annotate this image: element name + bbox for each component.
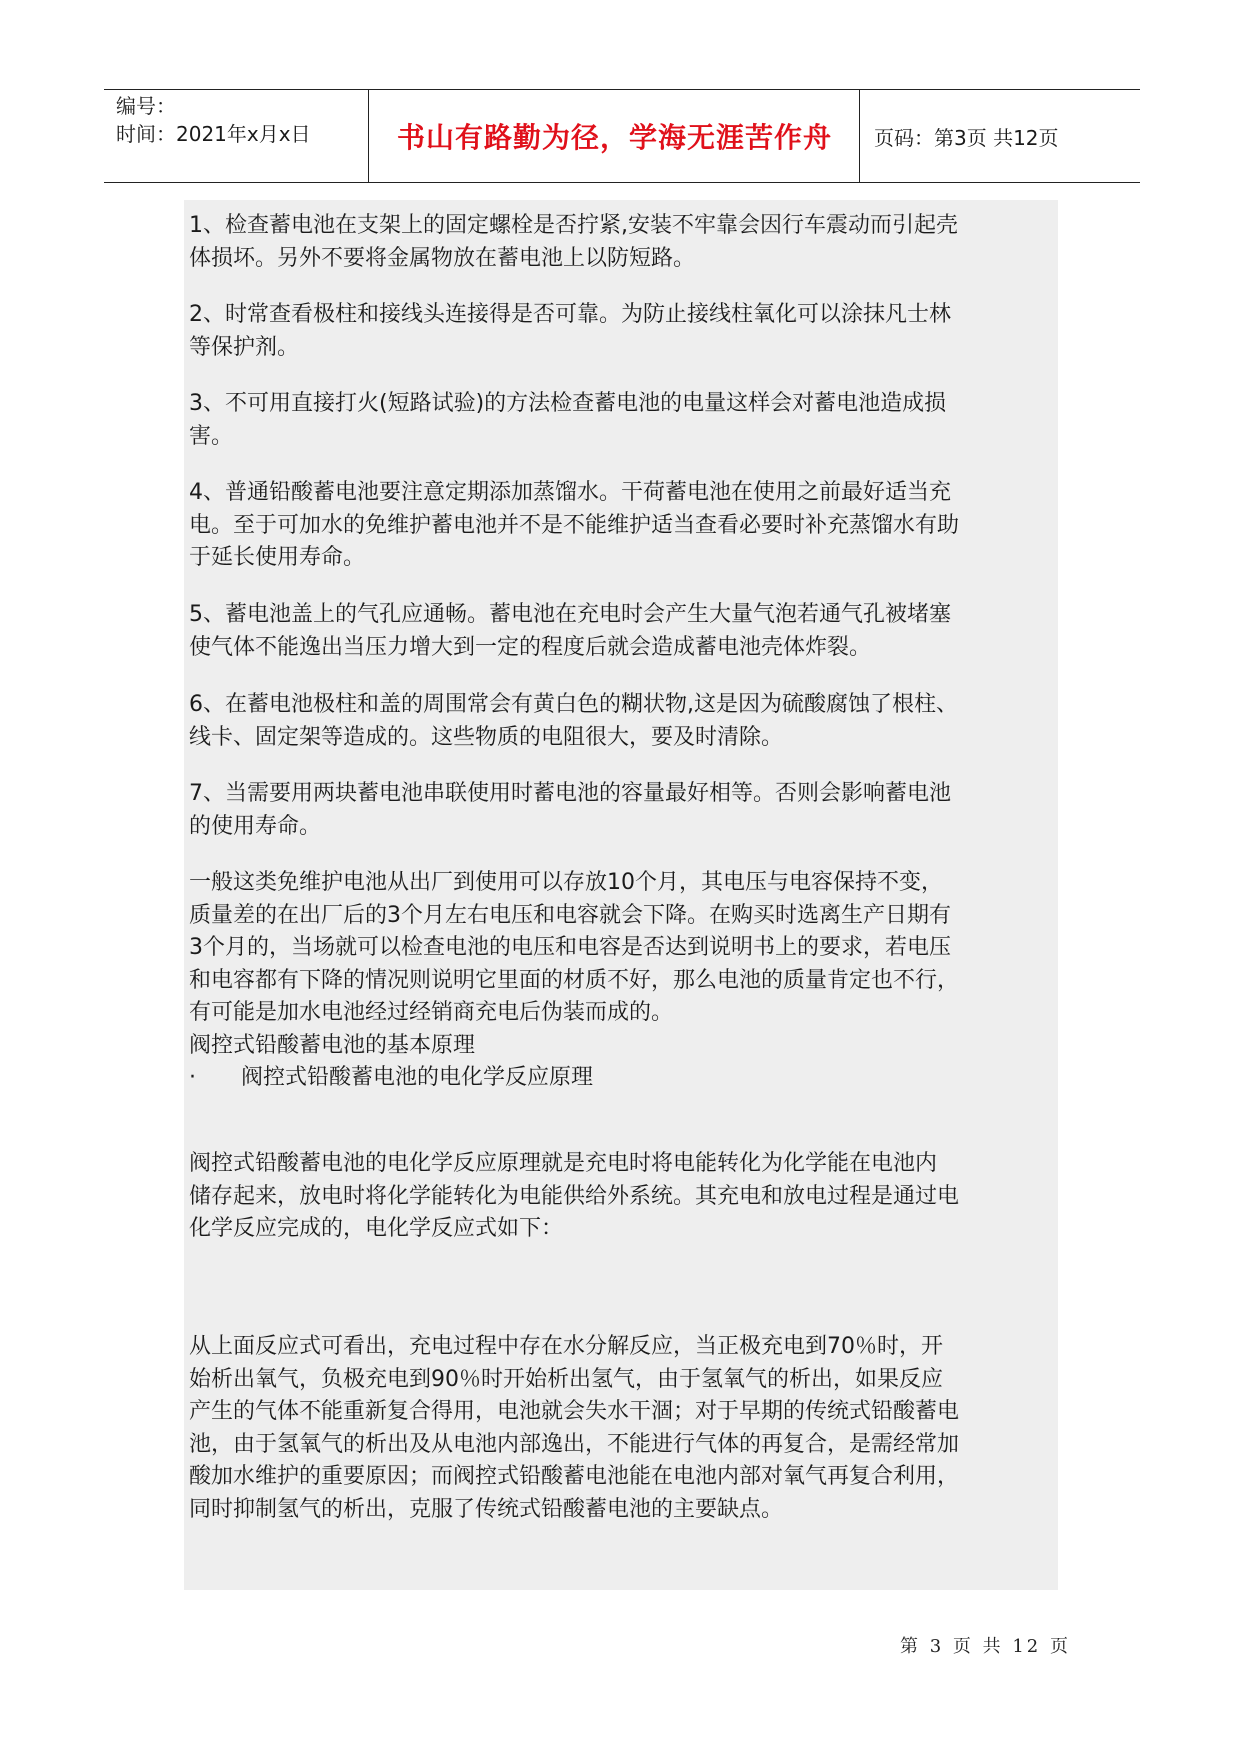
paragraph-2 <box>189 299 1069 364</box>
text-line: 于延长使用寿命。 <box>189 545 366 570</box>
text-line: 始析出氧气，负极充电到90％时开始析出氢气，由于氢氧气的析出，如果反应 <box>189 1366 943 1392</box>
text-line: 3个月的，当场就可以检查电池的电压和电容是否达到说明书上的要求，若电压 <box>189 935 951 960</box>
text-line: 3、不可用直接打火(短路试验)的方法检查蓄电池的电量这样会对蓄电池造成损 <box>189 391 947 416</box>
bullet-item <box>189 1062 1069 1095</box>
text-line: 池，由于氢氧气的析出及从电池内部逸出，不能进行气体的再复合，是需经常加 <box>189 1431 960 1457</box>
bullet-text: 阀控式铅酸蓄电池的电化学反应原理 <box>241 1065 594 1090</box>
text-line: 4、普通铅酸蓄电池要注意定期添加蒸馏水。干荷蓄电池在使用之前最好适当充 <box>189 480 951 505</box>
text-line: 线卡、固定架等造成的。这些物质的电阻很大，要及时清除。 <box>189 724 784 750</box>
text-line: 一般这类免维护电池从出厂到使用可以存放10个月，其电压与电容保持不变， <box>189 870 943 895</box>
text-line: 同时抑制氢气的析出，克服了传统式铅酸蓄电池的主要缺点。 <box>189 1496 784 1522</box>
header-meta <box>116 92 311 148</box>
header-divider <box>859 90 860 182</box>
paragraph-3 <box>189 388 1069 453</box>
text-line: 阀控式铅酸蓄电池的电化学反应原理就是充电时将电能转化为化学能在电池内 <box>189 1151 938 1176</box>
header-page-number: 页码：第3页 共12页 <box>874 126 1059 150</box>
text-line: 害。 <box>189 423 234 449</box>
header-divider <box>368 90 369 182</box>
paragraph-7 <box>189 778 1069 843</box>
text-line: 有可能是加水电池经过经销商充电后伪装而成的。 <box>189 1000 674 1025</box>
text-line: 质量差的在出厂后的3个月左右电压和电容就会下降。在购买时选离生产日期有 <box>189 902 951 928</box>
number-label: 编号： <box>116 94 176 118</box>
text-line: 酸加水维护的重要原因；而阀控式铅酸蓄电池能在电池内部对氧气再复合利用， <box>189 1464 960 1489</box>
text-line: 1、检查蓄电池在支架上的固定螺栓是否拧紧,安装不牢靠会因行车震动而引起壳 <box>189 213 958 238</box>
paragraph-8 <box>189 867 1069 1062</box>
paragraph-1 <box>189 210 1069 275</box>
time-label: 时间：2021年x月x日 <box>116 122 311 146</box>
paragraph-9 <box>189 1148 1069 1246</box>
text-line: 化学反应完成的，电化学反应式如下： <box>189 1216 564 1241</box>
page-header <box>104 89 1140 183</box>
paragraph-5 <box>189 599 1069 664</box>
text-line: 体损坏。另外不要将金属物放在蓄电池上以防短路。 <box>189 245 696 271</box>
page-footer: 第 3 页 共 12 页 <box>900 1636 1071 1657</box>
text-line: 5、蓄电池盖上的气孔应通畅。蓄电池在充电时会产生大量气泡若通气孔被堵塞 <box>189 602 951 627</box>
text-line: 产生的气体不能重新复合得用，电池就会失水干涸；对于早期的传统式铅酸蓄电 <box>189 1399 960 1424</box>
text-line: 7、当需要用两块蓄电池串联使用时蓄电池的容量最好相等。否则会影响蓄电池 <box>189 781 951 806</box>
text-line: 和电容都有下降的情况则说明它里面的材质不好，那么电池的质量肯定也不行， <box>189 967 960 993</box>
text-line: 6、在蓄电池极柱和盖的周围常会有黄白色的糊状物,这是因为硫酸腐蚀了根柱、 <box>189 692 958 717</box>
content-area <box>184 200 1058 1590</box>
paragraph-10 <box>189 1331 1069 1526</box>
text-line: 2、时常查看极柱和接线头连接得是否可靠。为防止接线柱氧化可以涂抹凡士林 <box>189 302 951 327</box>
bullet-dot: · <box>189 1065 196 1090</box>
text-line: 从上面反应式可看出，充电过程中存在水分解反应，当正极充电到70％时，开 <box>189 1334 943 1359</box>
text-line: 储存起来，放电时将化学能转化为电能供给外系统。其充电和放电过程是通过电 <box>189 1183 960 1209</box>
text-line: 的使用寿命。 <box>189 813 322 839</box>
text-line: 使气体不能逸出当压力增大到一定的程度后就会造成蓄电池壳体炸裂。 <box>189 634 872 660</box>
section-heading: 阀控式铅酸蓄电池的基本原理 <box>189 1032 476 1058</box>
header-motto: 书山有路勤为径，学海无涯苦作舟 <box>396 121 832 154</box>
text-line: 电。至于可加水的免维护蓄电池并不是不能维护适当查看必要时补充蒸馏水有助 <box>189 512 960 538</box>
text-line: 等保护剂。 <box>189 334 300 360</box>
paragraph-6 <box>189 689 1069 754</box>
paragraph-4 <box>189 477 1069 575</box>
